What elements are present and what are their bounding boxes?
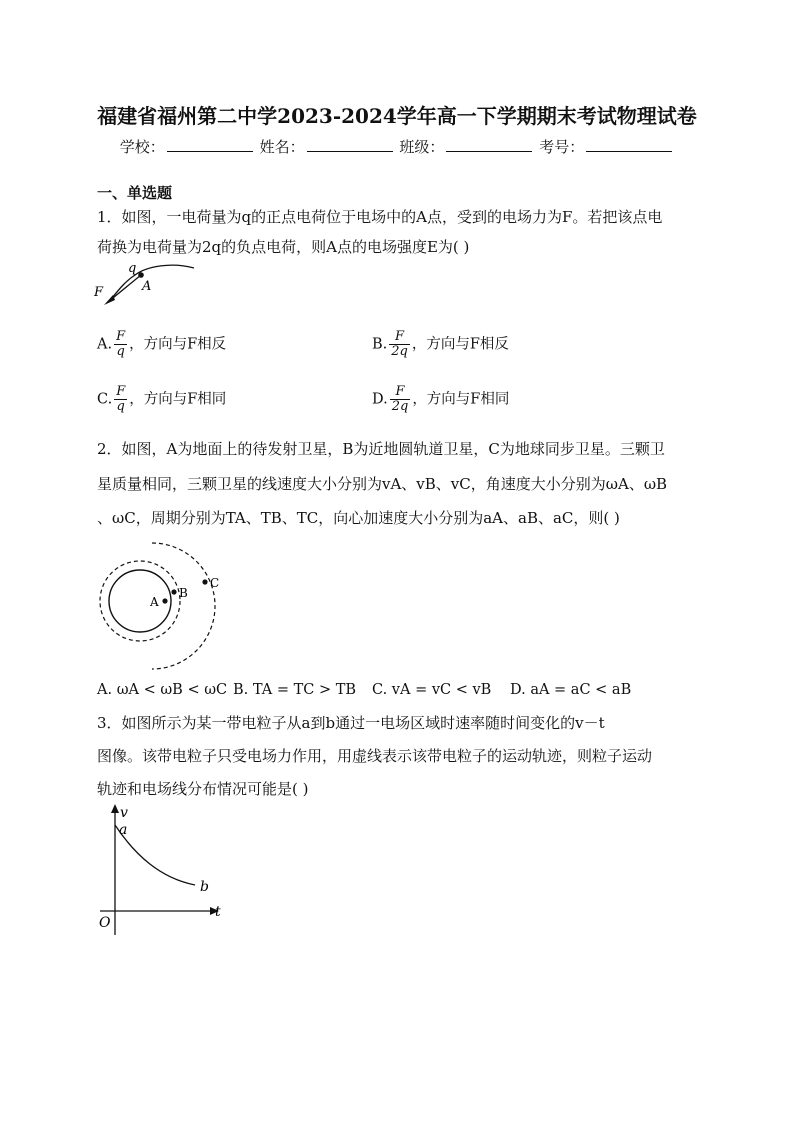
synchronous-orbit bbox=[152, 543, 215, 669]
q1-option-c[interactable]: C. $\frac{F}{q}$ ，方向与F相同 bbox=[97, 384, 227, 414]
q1-line2: 荷换为电荷量为2q的负点电荷，则A点的电场强度E为( ) bbox=[97, 238, 470, 256]
q3-line1: 3．如图所示为某一带电粒子从a到b通过一电场区域时速率随时间变化的v－t bbox=[97, 714, 605, 732]
q1-figure bbox=[92, 258, 202, 316]
number-blank[interactable] bbox=[586, 137, 672, 152]
q1-option-a[interactable]: A. $\frac{F}{q}$ ，方向与F相反 bbox=[97, 329, 227, 359]
q2-option-c[interactable]: C. vA = vC < vB bbox=[372, 682, 492, 698]
number-label: 考号： bbox=[539, 138, 585, 156]
near-earth-orbit bbox=[100, 561, 180, 641]
origin-label: O bbox=[99, 915, 111, 931]
satellite-a-label: A bbox=[150, 595, 159, 609]
school-blank[interactable] bbox=[167, 137, 253, 152]
class-blank[interactable] bbox=[446, 137, 532, 152]
point-b-label: b bbox=[200, 879, 209, 895]
q2-option-a[interactable]: A. ωA < ωB < ωC bbox=[97, 682, 228, 698]
q1-fig-q-label: q bbox=[128, 261, 137, 276]
page-title: 福建省福州第二中学2023-2024学年高一下学期期末考试物理试卷 bbox=[97, 104, 697, 128]
name-label: 姓名： bbox=[259, 138, 305, 156]
q2-line2: 星质量相同，三颗卫星的线速度大小分别为vA、vB、vC，角速度大小分别为ωA、ωB bbox=[97, 475, 668, 493]
q1-option-b[interactable]: B. $\frac{F}{2q}$ ，方向与F相反 bbox=[372, 329, 509, 359]
name-blank[interactable] bbox=[307, 137, 393, 152]
q1-fig-A-label: A bbox=[142, 279, 152, 294]
earth-circle bbox=[109, 570, 171, 632]
point-a-label: a bbox=[119, 822, 128, 838]
t-axis-label: t bbox=[215, 904, 221, 920]
q3-vt-graph bbox=[95, 800, 230, 940]
q1-option-d[interactable]: D. $\frac{F}{2q}$ ，方向与F相同 bbox=[372, 384, 510, 414]
q1-fig-F-label: F bbox=[94, 285, 104, 300]
satellite-c-label: C bbox=[210, 576, 220, 590]
q2-orbit-figure bbox=[95, 536, 230, 671]
q1-line1: 1．如图，一电荷量为q的正点电荷位于电场中的A点，受到的电场力为F。若把该点电 bbox=[97, 208, 663, 226]
v-axis-label: v bbox=[120, 805, 128, 821]
q3-line2: 图像。该带电粒子只受电场力作用，用虚线表示该带电粒子的运动轨迹，则粒子运动 bbox=[97, 747, 653, 765]
student-info-row bbox=[0, 136, 794, 157]
q2-option-b[interactable]: B. TA = TC > TB bbox=[233, 682, 357, 698]
q2-line3: 、ωC，周期分别为TA、TB、TC，向心加速度大小分别为aA、aB、aC，则( ) bbox=[97, 509, 620, 527]
satellite-b-label: B bbox=[179, 586, 188, 600]
section-heading: 一、单选题 bbox=[97, 184, 173, 202]
q2-line1: 2．如图，A为地面上的待发射卫星，B为近地圆轨道卫星，C为地球同步卫星。三颗卫 bbox=[97, 440, 665, 458]
q2-option-d[interactable]: D. aA = aC < aB bbox=[510, 682, 632, 698]
class-label: 班级： bbox=[399, 138, 445, 156]
q3-line3: 轨迹和电场线分布情况可能是( ) bbox=[97, 780, 309, 798]
school-label: 学校： bbox=[119, 138, 165, 156]
